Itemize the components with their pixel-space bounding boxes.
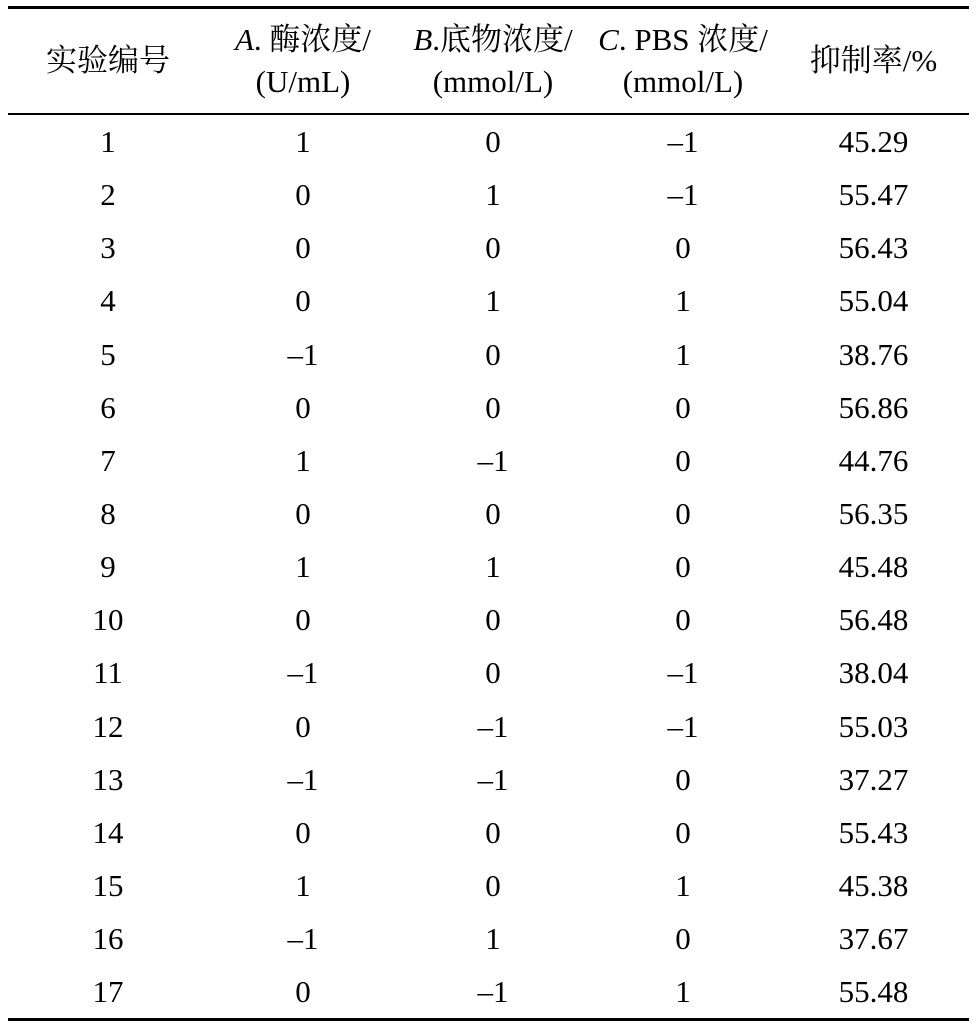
cell-inhibition-rate: 38.04 xyxy=(838,655,909,691)
cell-experiment-id: 5 xyxy=(100,336,116,372)
cell-enzyme-concentration: 0 xyxy=(295,389,311,425)
cell-enzyme-concentration: –1 xyxy=(287,336,319,372)
cell-pbs-concentration: 0 xyxy=(675,389,691,425)
factor-a-label: A xyxy=(234,22,254,57)
cell-substrate-concentration: 0 xyxy=(485,495,501,531)
cell-experiment-id: 14 xyxy=(92,814,124,850)
cell-pbs-concentration: 1 xyxy=(675,974,691,1010)
cell-enzyme-concentration: 1 xyxy=(295,867,311,903)
cell-experiment-id: 8 xyxy=(100,495,116,531)
cell-experiment-id: 11 xyxy=(93,655,123,691)
cell-inhibition-rate: 37.67 xyxy=(838,921,909,957)
cell-substrate-concentration: 0 xyxy=(485,389,501,425)
header-enzyme-concentration: A. 酶浓度/ (U/mL) xyxy=(234,22,372,99)
cell-substrate-concentration: 1 xyxy=(485,921,501,957)
cell-inhibition-rate: 45.48 xyxy=(838,549,909,585)
cell-inhibition-rate: 56.48 xyxy=(838,602,909,638)
cell-inhibition-rate: 38.76 xyxy=(838,336,909,372)
table-row xyxy=(8,646,969,699)
cell-substrate-concentration: 0 xyxy=(485,655,501,691)
cell-substrate-concentration: –1 xyxy=(477,974,509,1010)
cell-pbs-concentration: 0 xyxy=(675,814,691,850)
cell-substrate-concentration: –1 xyxy=(477,442,509,478)
table-row xyxy=(8,434,969,487)
cell-enzyme-concentration: 0 xyxy=(295,708,311,744)
cell-pbs-concentration: –1 xyxy=(667,708,699,744)
cell-experiment-id: 3 xyxy=(100,230,116,266)
cell-enzyme-concentration: –1 xyxy=(287,761,319,797)
cell-experiment-id: 12 xyxy=(92,708,124,744)
table-row xyxy=(8,540,969,593)
table-row xyxy=(8,700,969,753)
cell-experiment-id: 10 xyxy=(92,602,124,638)
table-row xyxy=(8,274,969,327)
table-row xyxy=(8,221,969,274)
cell-inhibition-rate: 55.43 xyxy=(838,814,909,850)
cell-pbs-concentration: 0 xyxy=(675,921,691,957)
cell-enzyme-concentration: 0 xyxy=(295,974,311,1010)
cell-enzyme-concentration: –1 xyxy=(287,921,319,957)
cell-enzyme-concentration: 0 xyxy=(295,602,311,638)
cell-pbs-concentration: –1 xyxy=(667,655,699,691)
cell-enzyme-concentration: 0 xyxy=(295,814,311,850)
cell-enzyme-concentration: 1 xyxy=(295,442,311,478)
factor-b-label: B xyxy=(413,22,433,57)
cell-pbs-concentration: 0 xyxy=(675,602,691,638)
table-row xyxy=(8,168,969,221)
cell-experiment-id: 1 xyxy=(100,124,116,159)
cell-inhibition-rate: 45.29 xyxy=(838,124,909,159)
cell-experiment-id: 13 xyxy=(92,761,124,797)
header-inhibition-rate: 抑制率/% xyxy=(809,43,938,78)
cell-experiment-id: 9 xyxy=(100,549,116,585)
cell-inhibition-rate: 55.03 xyxy=(838,708,909,744)
cell-substrate-concentration: 0 xyxy=(485,230,501,266)
cell-enzyme-concentration: 0 xyxy=(295,283,311,319)
table-row xyxy=(8,593,969,646)
header-experiment-id: 实验编号 xyxy=(46,43,170,78)
table-row xyxy=(8,487,969,540)
cell-inhibition-rate: 45.38 xyxy=(838,867,909,903)
cell-experiment-id: 6 xyxy=(100,389,116,425)
cell-substrate-concentration: 0 xyxy=(485,602,501,638)
cell-substrate-concentration: 0 xyxy=(485,124,501,159)
table-row xyxy=(8,965,969,1018)
cell-enzyme-concentration: 0 xyxy=(295,495,311,531)
cell-enzyme-concentration: 0 xyxy=(295,230,311,266)
cell-substrate-concentration: 0 xyxy=(485,867,501,903)
cell-substrate-concentration: 1 xyxy=(485,177,501,213)
table-row xyxy=(8,328,969,381)
factor-c-label: C xyxy=(598,22,619,57)
cell-substrate-concentration: 0 xyxy=(485,336,501,372)
table-row xyxy=(8,859,969,912)
cell-enzyme-concentration: 1 xyxy=(295,124,311,159)
cell-enzyme-concentration: –1 xyxy=(287,655,319,691)
cell-inhibition-rate: 55.04 xyxy=(838,283,909,319)
cell-pbs-concentration: 0 xyxy=(675,495,691,531)
cell-pbs-concentration: 1 xyxy=(675,283,691,319)
cell-enzyme-concentration: 0 xyxy=(295,177,311,213)
table-row xyxy=(8,381,969,434)
cell-experiment-id: 16 xyxy=(92,921,124,957)
cell-experiment-id: 17 xyxy=(92,974,124,1010)
cell-pbs-concentration: –1 xyxy=(667,124,699,159)
table-header xyxy=(8,9,969,113)
header-substrate-concentration: B.底物浓度/ (mmol/L) xyxy=(413,22,573,99)
cell-substrate-concentration: –1 xyxy=(477,708,509,744)
bottom-rule xyxy=(8,1018,969,1021)
cell-inhibition-rate: 55.47 xyxy=(838,177,909,213)
cell-enzyme-concentration: 1 xyxy=(295,549,311,585)
cell-experiment-id: 2 xyxy=(100,177,116,213)
table-row xyxy=(8,115,969,168)
table-row xyxy=(8,806,969,859)
cell-substrate-concentration: 0 xyxy=(485,814,501,850)
cell-pbs-concentration: 1 xyxy=(675,336,691,372)
cell-inhibition-rate: 56.43 xyxy=(838,230,909,266)
table-row xyxy=(8,753,969,806)
cell-experiment-id: 15 xyxy=(92,867,124,903)
cell-inhibition-rate: 44.76 xyxy=(838,442,909,478)
table-body xyxy=(8,115,969,1018)
cell-pbs-concentration: 0 xyxy=(675,442,691,478)
cell-substrate-concentration: 1 xyxy=(485,549,501,585)
cell-experiment-id: 7 xyxy=(100,442,116,478)
cell-inhibition-rate: 56.35 xyxy=(838,495,909,531)
cell-experiment-id: 4 xyxy=(100,283,116,319)
table-row xyxy=(8,912,969,965)
cell-inhibition-rate: 37.27 xyxy=(838,761,909,797)
cell-pbs-concentration: 0 xyxy=(675,761,691,797)
cell-substrate-concentration: 1 xyxy=(485,283,501,319)
cell-pbs-concentration: 1 xyxy=(675,867,691,903)
cell-pbs-concentration: –1 xyxy=(667,177,699,213)
cell-substrate-concentration: –1 xyxy=(477,761,509,797)
cell-inhibition-rate: 55.48 xyxy=(838,974,909,1010)
cell-pbs-concentration: 0 xyxy=(675,230,691,266)
header-pbs-concentration: C. PBS 浓度/ (mmol/L) xyxy=(598,22,768,99)
cell-pbs-concentration: 0 xyxy=(675,549,691,585)
cell-inhibition-rate: 56.86 xyxy=(838,389,909,425)
